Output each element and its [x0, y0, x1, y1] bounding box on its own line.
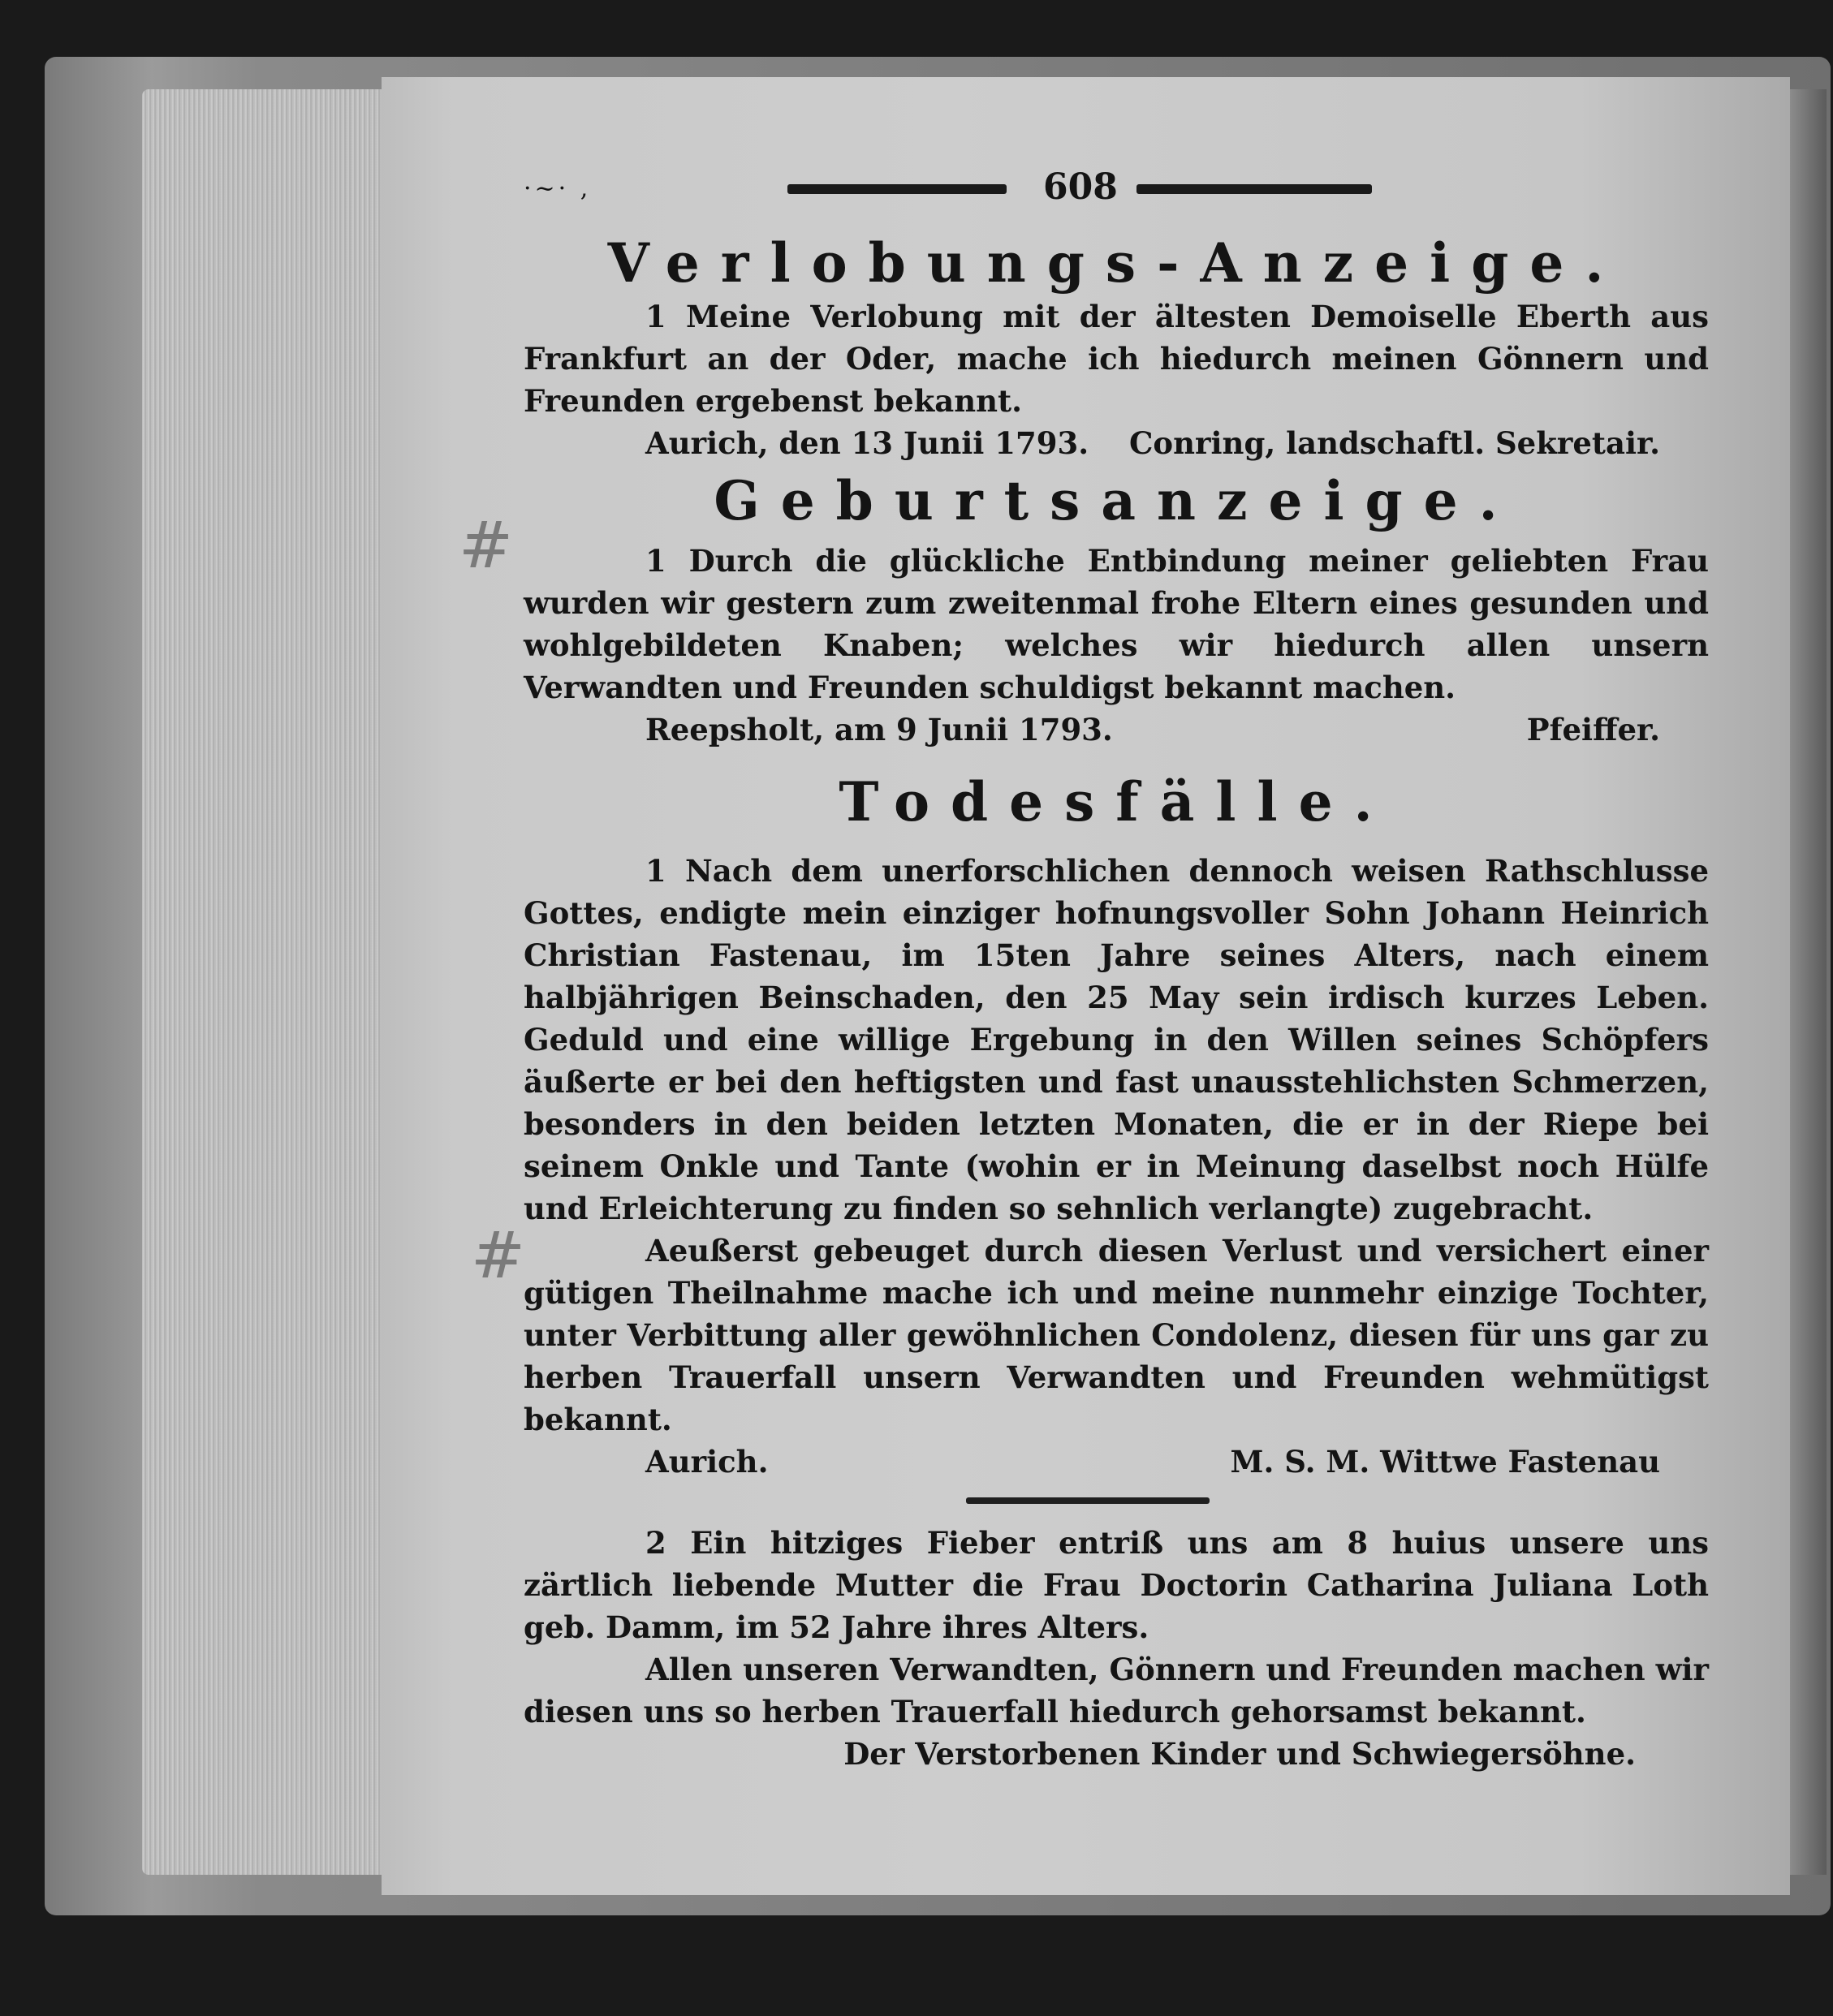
todesfall-2-signature: Der Verstorbenen Kinder und Schwiegersöhne. [843, 1735, 1636, 1772]
geburt-signature: Pfeiffer. [1526, 712, 1660, 748]
verlobung-place-date: Aurich, den 13 Junii 1793. [645, 425, 1089, 462]
geburt-signature-line [524, 709, 1709, 751]
todesfall-1-paragraph: 1 Nach dem unerforschlichen dennoch weisen Rathschlusse Gottes, endigte mein einziger hofnungsvoller Sohn Johann Heinrich Christian Fastenau, im 15ten Jahre seines Alters, nach einem halbjährigen Beinschaden, den 25 May sein irdisch kurzes Leben. Geduld und eine willige Ergebung in den Willen seines Schöpfers äußerte er bei den heftigsten und fast unausstehlichsten Schmerzen, besonders in den beiden letzten Monaten, die er in der Riepe bei seinem Onkle und Tante (wohin er in Meinung daselbst noch Hülfe und Erleichterung zu finden so sehnlich verlangte) zugebracht. [524, 852, 1709, 1226]
header-marks: ·~· , [524, 174, 592, 203]
verlobung-paragraph: 1 Meine Verlobung mit der ältesten Demoiselle Eberth aus Frankfurt an der Oder, mache ich hiedurch meinen Gönnern und Freunden ergebenst bekannt. [524, 299, 1709, 420]
end-rule [966, 1497, 1210, 1504]
header-rule-right [1136, 184, 1372, 194]
todesfall-1-paragraph-2: Aeußerst gebeuget durch diesen Verlust und versichert einer gütigen Theilnahme mache ich und meine nunmehr einzige Tochter, unter Verbittung aller gewöhnlichen Condolenz, diesen für uns gar zu herben Trauerfall unsern Verwandten und Freunden wehmütigst bekannt. [524, 1232, 1709, 1437]
heading-verlobung: Verlobungs-Anzeige. [607, 231, 1625, 295]
page-number: 608 [1043, 166, 1118, 208]
margin-mark: # [471, 1217, 526, 1293]
book-page [382, 77, 1790, 1895]
header-rule-left [787, 184, 1007, 194]
page-edges [142, 89, 402, 1875]
heading-todesfaelle: Todesfälle. [839, 770, 1394, 834]
verlobung-signature-line [524, 422, 1709, 464]
todesfall-1-signature-line [524, 1441, 1709, 1483]
todesfall-2-paragraph: 2 Ein hitziges Fieber entriß uns am 8 huius unsere uns zärtlich liebende Mutter die Frau Doctorin Catharina Juliana Loth geb. Damm, im 52 Jahre ihres Alters. [524, 1524, 1709, 1645]
todesfall-1-place: Aurich. [645, 1443, 769, 1480]
facing-page-edge [1790, 89, 1827, 1875]
todesfall-1-signature: M. S. M. Wittwe Fastenau [1230, 1443, 1660, 1480]
geburt-paragraph: 1 Durch die glückliche Entbindung meiner geliebten Frau wurden wir gestern zum zweitenmal frohe Eltern eines gesunden und wohlgebildeten Knaben; welches wir hiedurch allen unsern Verwandten und Freunden schuldigst bekannt machen. [524, 543, 1709, 706]
verlobung-signature: Conring, landschaftl. Sekretair. [1128, 425, 1660, 462]
todesfall-2-paragraph-2: Allen unseren Verwandten, Gönnern und Freunden machen wir diesen uns so herben Trauerfall hiedurch gehorsamst bekannt. [524, 1651, 1709, 1730]
heading-geburt: Geburtsanzeige. [714, 469, 1519, 533]
page-content [524, 231, 1709, 1775]
margin-mark: # [459, 507, 514, 583]
geburt-place-date: Reepsholt, am 9 Junii 1793. [645, 712, 1113, 748]
page-header [382, 166, 1790, 215]
